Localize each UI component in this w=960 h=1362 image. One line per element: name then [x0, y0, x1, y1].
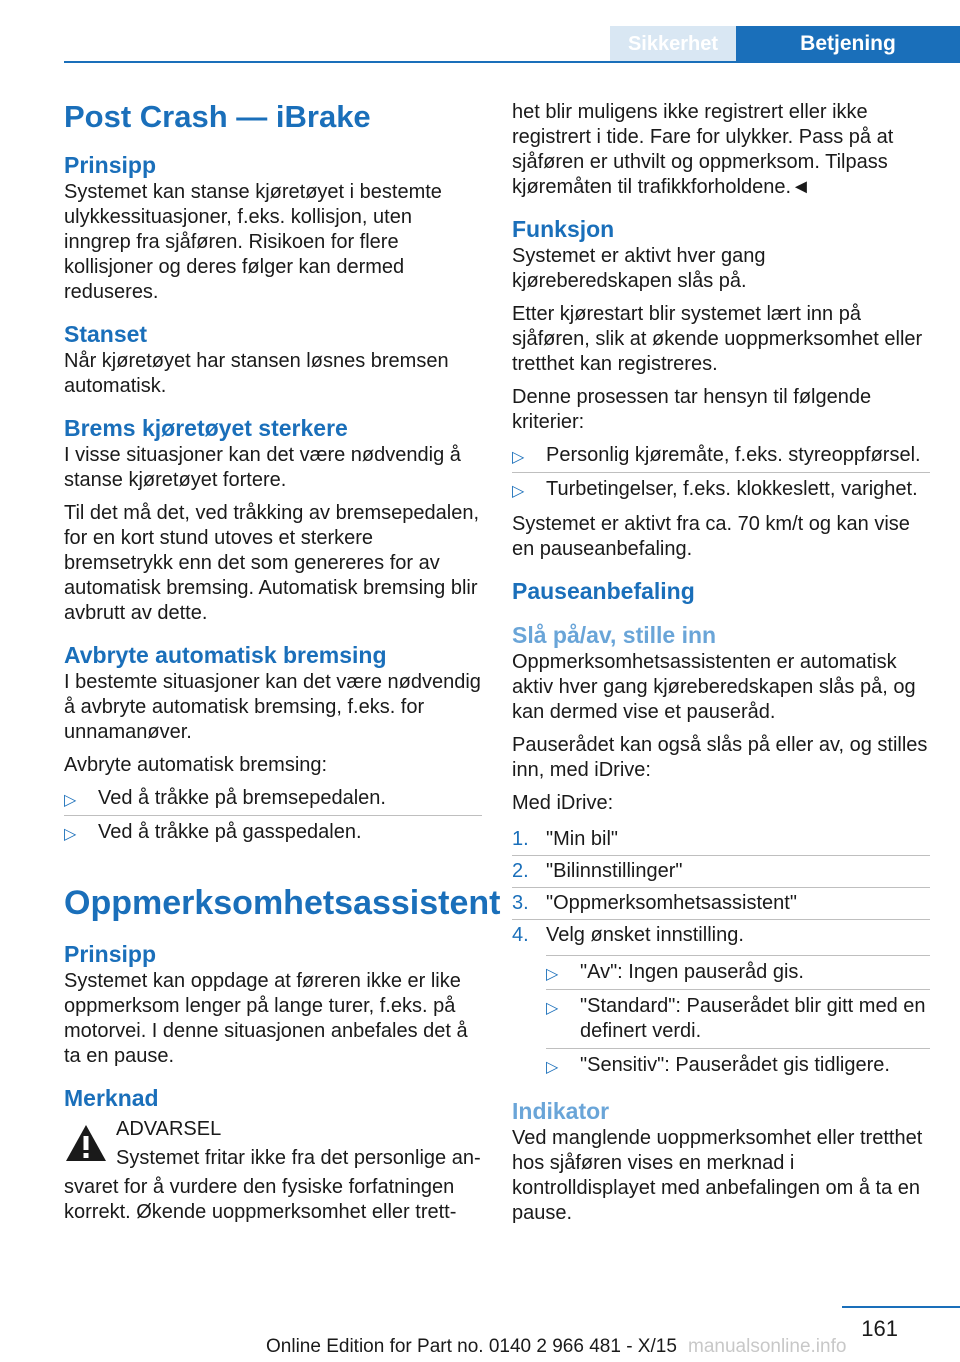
paragraph: Med iDrive: [512, 792, 614, 814]
tab-betjening[interactable]: Betjening [736, 26, 960, 62]
section-title-post-crash: Post Crash — iBrake [64, 99, 371, 134]
paragraph: Systemet er aktivt fra ca. 70 km/t og kan vise en pauseanbefaling. [512, 513, 910, 560]
warning-text: Systemet fritar ikke fra det personlige an- [116, 1147, 481, 1169]
paragraph: Etter kjørestart blir systemet lært inn på sjåføren, slik at økende uoppmerksomhet eller tretthet kan registreres. [512, 303, 923, 375]
triangle-bullet-icon: ▷ [546, 966, 559, 983]
warning-text-continued: het blir muligens ikke registrert eller ikke registrert i tide. Fare for ulykker. Pass på at sjåføren er uthvilt og oppmerksom. Tilpass kjøremåten til trafikkforholdene.◄ [512, 101, 894, 198]
heading-slaa-paa-av: Slå på/av, stille inn [512, 622, 717, 648]
paragraph: I bestemte situasjoner kan det være nødvendig å avbryte automatisk bremsing, f.eks. for unnamanøver. [64, 671, 481, 743]
list-item: 2. "Bilinnstillinger" [512, 855, 930, 887]
bullet-list-funksjon [512, 439, 930, 506]
list-item: ▷ "Standard": Pauserådet blir gitt med en definert verdi. [546, 989, 930, 1048]
tab-sikkerhet[interactable]: Sikkerhet [610, 26, 736, 62]
numbered-steps [512, 824, 930, 951]
paragraph: Avbryte automatisk bremsing: [64, 754, 328, 776]
heading-indikator: Indikator [512, 1098, 610, 1124]
heading-prinsipp-2: Prinsipp [64, 941, 157, 967]
triangle-bullet-icon: ▷ [512, 449, 525, 466]
warning-block [64, 1117, 482, 1171]
list-item: ▷ "Sensitiv": Pauserådet gis tidligere. [546, 1048, 930, 1082]
warning-label: ADVARSEL [116, 1118, 222, 1140]
bullet-list-avbryte [64, 782, 482, 849]
warning-text-continued: svaret for å vurdere den fysiske forfatningen korrekt. Økende uoppmerksomhet eller trett- [64, 1176, 457, 1223]
paragraph: Pauserådet kan også slås på eller av, og stilles inn, med iDrive: [512, 734, 928, 781]
heading-pauseanbefaling: Pauseanbefaling [512, 578, 695, 604]
triangle-bullet-icon: ▷ [64, 826, 77, 843]
list-item: 4. Velg ønsket innstilling. [512, 919, 930, 951]
edition-footer: Online Edition for Part no. 0140 2 966 481 - X/15 [266, 1336, 677, 1357]
paragraph: Ved manglende uoppmerksomhet eller tretthet hos sjåføren vises en merknad i kontrolldisplayet med anbefalingen om å ta en pause. [512, 1127, 923, 1224]
paragraph: Når kjøretøyet har stansen løsnes bremsen automatisk. [64, 350, 449, 397]
list-item: 3. "Oppmerksomhetsassistent" [512, 887, 930, 919]
page-header [0, 0, 960, 62]
right-column [512, 100, 930, 1234]
heading-merknad: Merknad [64, 1085, 159, 1111]
watermark: manualsonline.info [688, 1336, 847, 1357]
heading-funksjon: Funksjon [512, 216, 615, 242]
left-column [64, 98, 501, 1225]
sub-bullet-list [546, 955, 930, 1082]
list-item: ▷ Ved å tråkke på gasspedalen. [64, 815, 482, 849]
list-item: ▷ Ved å tråkke på bremsepedalen. [64, 782, 482, 815]
warning-triangle-icon [64, 1123, 108, 1163]
triangle-bullet-icon: ▷ [64, 792, 77, 809]
paragraph: Systemet er aktivt hver gang kjøreberedskapen slås på. [512, 245, 766, 292]
paragraph: Oppmerksomhetsassistenten er automatisk aktiv hver gang kjøreberedskapen slås på, og kan dermed vise et pauseråd. [512, 651, 916, 723]
heading-prinsipp: Prinsipp [64, 152, 157, 178]
list-item: ▷ "Av": Ingen pauseråd gis. [546, 955, 930, 989]
section-title-oppmerksomhet: Oppmerksomhetsassistent [64, 884, 501, 922]
list-item: 1. "Min bil" [512, 828, 618, 850]
list-item: ▷ Personlig kjøremåte, f.eks. styreoppførsel. [512, 439, 930, 472]
paragraph: Systemet kan oppdage at føreren ikke er like oppmerksom lenger på lange turer, f.eks. på motorvei. I denne situasjonen anbefales det å ta en pause. [64, 970, 468, 1067]
footer-divider [842, 1306, 960, 1308]
list-item: ▷ Turbetingelser, f.eks. klokkeslett, varighet. [512, 472, 930, 506]
triangle-bullet-icon: ▷ [512, 483, 525, 500]
heading-brems: Brems kjøretøyet sterkere [64, 415, 348, 441]
header-divider [64, 61, 960, 63]
paragraph: I visse situasjoner kan det være nødvendig å stanse kjøretøyet fortere. [64, 444, 461, 491]
paragraph: Systemet kan stanse kjøretøyet i bestemte ulykkessituasjoner, f.eks. kollisjon, uten inngrep fra sjåføren. Risikoen for flere kollisjoner og deres følger kan dermed reduseres. [64, 181, 442, 303]
triangle-bullet-icon: ▷ [546, 1059, 559, 1076]
triangle-bullet-icon: ▷ [546, 1000, 559, 1017]
paragraph: Denne prosessen tar hensyn til følgende kriterier: [512, 386, 872, 433]
page-number: 161 [861, 1316, 898, 1341]
heading-stanset: Stanset [64, 321, 148, 347]
heading-avbryte: Avbryte automatisk bremsing [64, 642, 387, 668]
paragraph: Til det må det, ved tråkking av bremsepedalen, for en kort stund utoves et sterkere bremsetrykk enn det som genereres for av automatisk bremsing. Automatisk bremsing blir avbrutt av dette. [64, 502, 480, 624]
